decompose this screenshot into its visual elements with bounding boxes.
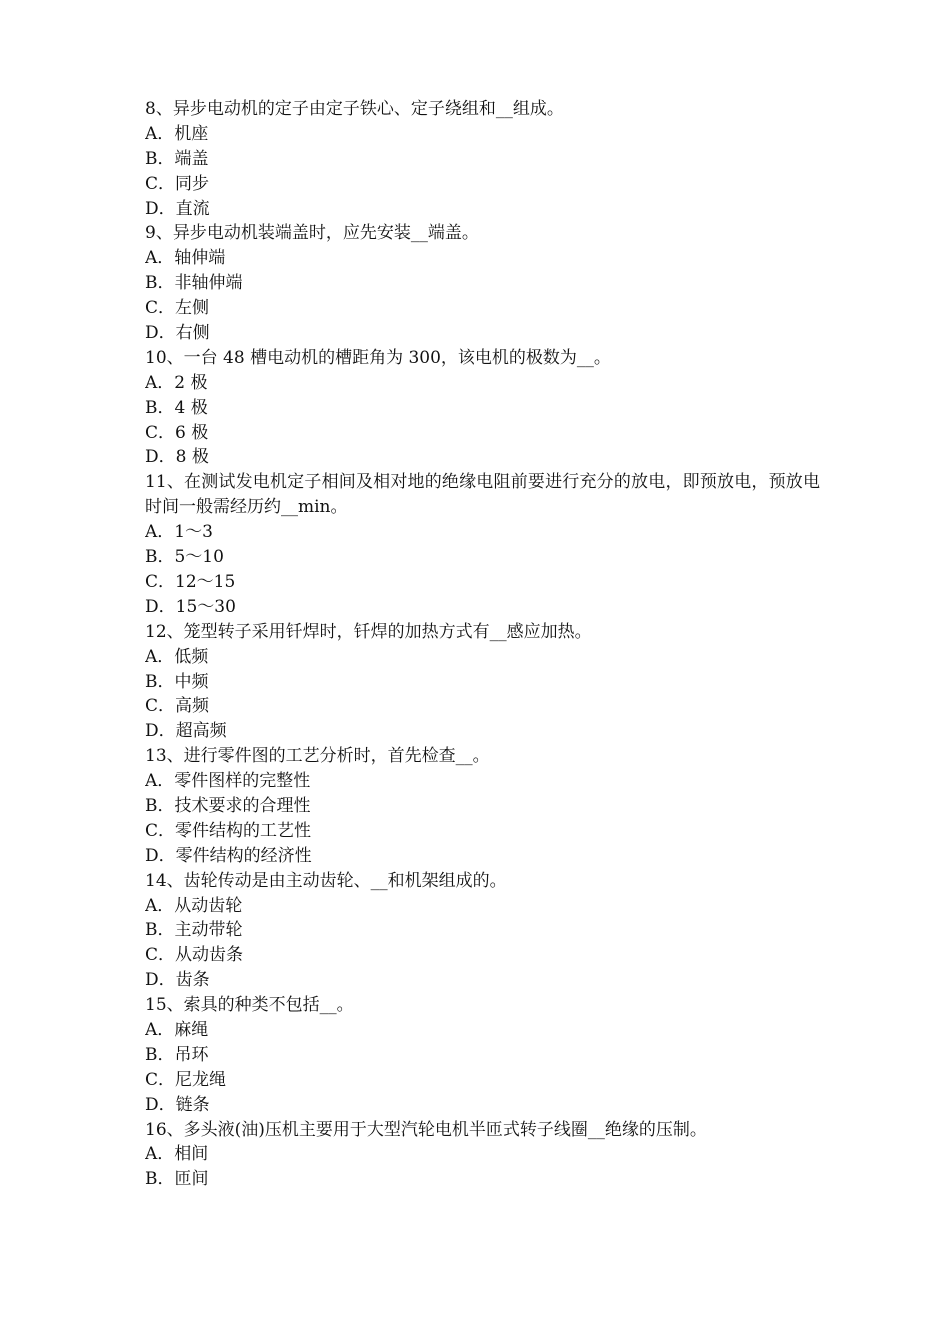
option-a: A．从动齿轮 [145, 895, 243, 916]
option-a: A．低频 [145, 646, 209, 667]
question-12: 12、笼型转子采用钎焊时，钎焊的加热方式有__感应加热。 [145, 621, 592, 642]
option-d: D．链条 [145, 1094, 210, 1115]
question-16: 16、多头液(油)压机主要用于大型汽轮电机半匝式转子线圈__绝缘的压制。 [145, 1119, 707, 1140]
option-c: C．6 极 [145, 422, 209, 443]
option-a: A．2 极 [145, 372, 208, 393]
option-d: D．8 极 [145, 447, 209, 468]
document-page [145, 97, 820, 1192]
question-9: 9、异步电动机装端盖时，应先安装__端盖。 [145, 223, 479, 244]
option-a: A．相间 [145, 1144, 209, 1165]
option-a: A．麻绳 [145, 1019, 209, 1040]
option-c: C．12～15 [145, 571, 236, 592]
option-b: B．匝间 [145, 1169, 209, 1190]
option-c: C．左侧 [145, 298, 210, 319]
option-c: C．尼龙绳 [145, 1069, 227, 1090]
option-c: C．从动齿条 [145, 945, 244, 966]
question-13: 13、进行零件图的工艺分析时，首先检查__。 [145, 746, 490, 767]
option-c: C．同步 [145, 173, 210, 194]
option-d: D．右侧 [145, 323, 210, 344]
question-8: 8、异步电动机的定子由定子铁心、定子绕组和__组成。 [145, 99, 564, 119]
question-10: 10、一台 48 槽电动机的槽距角为 300，该电机的极数为__。 [145, 347, 611, 368]
option-a: A．轴伸端 [145, 248, 226, 269]
question-14: 14、齿轮传动是由主动齿轮、__和机架组成的。 [145, 870, 507, 891]
option-d: D．直流 [145, 198, 210, 219]
option-a: A．1～3 [145, 522, 213, 543]
option-b: B．中频 [145, 671, 209, 692]
option-a: A．零件图样的完整性 [145, 771, 311, 792]
question-11: 11、在测试发电机定子相间及相对地的绝缘电阻前要进行充分的放电，即预放电，预放电时间一般需经历约__min。 [145, 472, 820, 518]
option-a: A．机座 [145, 123, 209, 144]
option-c: C．零件结构的工艺性 [145, 820, 312, 841]
option-b: B．非轴伸端 [145, 273, 243, 294]
option-b: B．主动带轮 [145, 920, 243, 941]
option-b: B．技术要求的合理性 [145, 795, 311, 816]
option-b: B．5～10 [145, 547, 224, 568]
option-b: B．吊环 [145, 1044, 209, 1065]
option-b: B．端盖 [145, 148, 209, 169]
option-d: D．15～30 [145, 596, 236, 617]
option-b: B．4 极 [145, 397, 208, 418]
option-d: D．零件结构的经济性 [145, 845, 312, 866]
option-d: D．齿条 [145, 970, 210, 991]
question-15: 15、索具的种类不包括__。 [145, 995, 354, 1016]
option-d: D．超高频 [145, 721, 227, 742]
option-c: C．高频 [145, 696, 210, 717]
